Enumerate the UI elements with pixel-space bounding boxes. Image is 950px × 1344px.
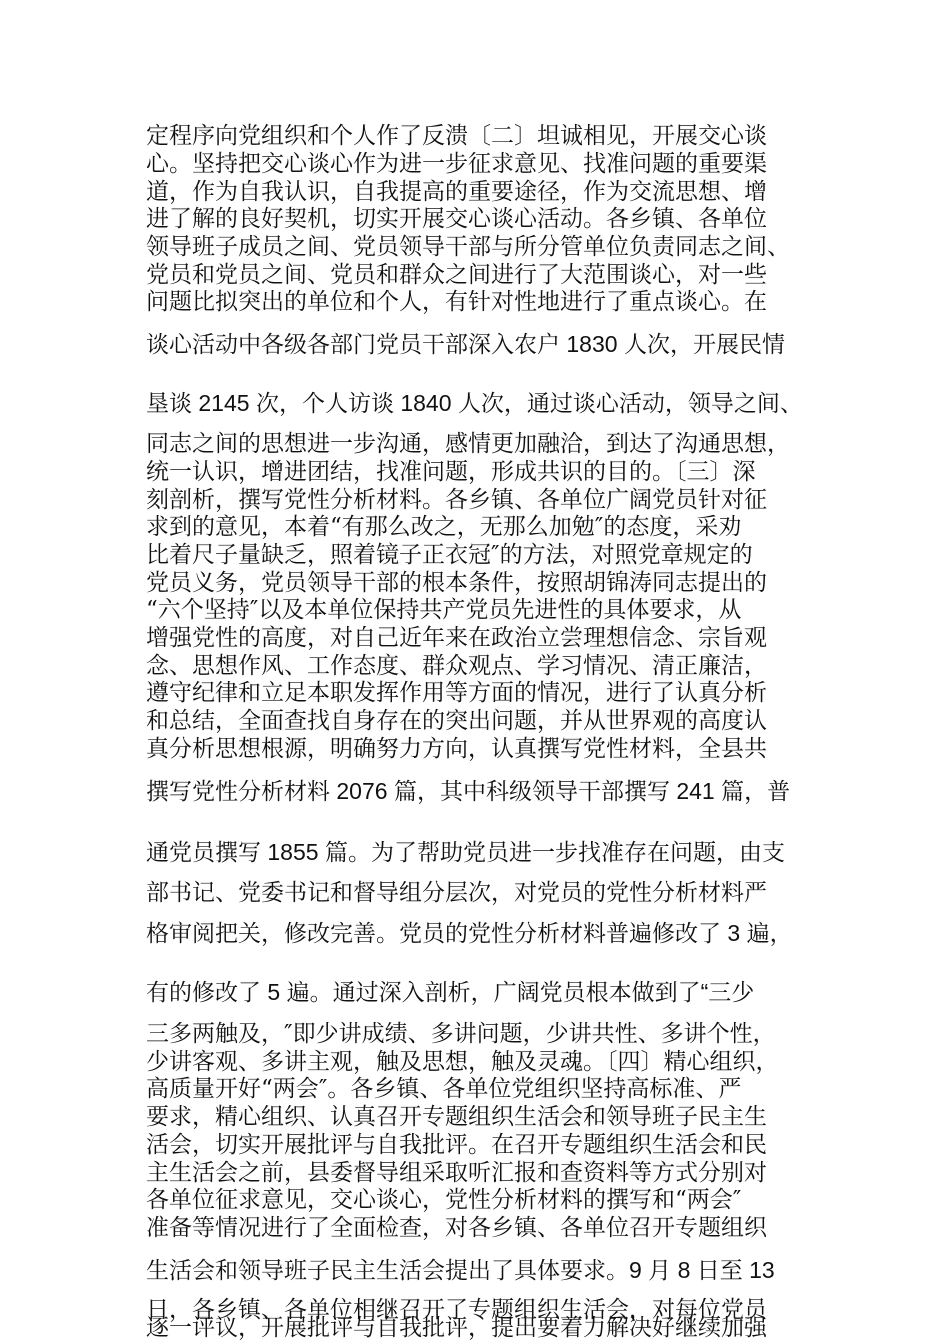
text-line: 要求，精心组织、认真召开专题组织生活会和领导班子民主生: [146, 1104, 767, 1130]
text-line: 进了解的良好契机，切实开展交心谈心活动。各乡镇、各单位: [146, 206, 767, 232]
text-line: 准备等情况进行了全面检查，对各乡镇、各单位召开专题组织: [146, 1215, 767, 1241]
text-line: 刻剖析，撰写党性分析材料。各乡镇、各单位广阔党员针对征: [146, 487, 767, 513]
text-line: 求到的意见，本着“有那么改之，无那么加勉″的态度，采劝: [146, 514, 742, 540]
text-line: 同志之间的思想进一步沟通，感情更加融洽，到达了沟通思想，: [146, 431, 790, 457]
text-line: 比着尺子量缺乏，照着镜子正衣冠″的方法，对照党章规定的: [146, 542, 753, 568]
text-line: 领导班子成员之间、党员领导干部与所分管单位负责同志之间、: [146, 234, 790, 260]
text-line: 有的修改了 5 遍。通过深入剖析，广阔党员根本做到了“三少: [146, 979, 755, 1005]
text-line: 撰写党性分析材料 2076 篇，其中科级领导干部撰写 241 篇，普: [146, 778, 791, 804]
text-line: 和总结，全面查找自身存在的突出问题，并从世界观的高度认: [146, 708, 767, 734]
text-line: 各单位征求意见，交心谈心，党性分析材料的撰写和“两会″: [146, 1187, 742, 1213]
text-line: 高质量开好“两会″。各乡镇、各单位党组织坚持高标准、严: [146, 1076, 742, 1102]
text-line: 三多两触及，″即少讲成绩、多讲问题，少讲共性、多讲个性，: [146, 1021, 776, 1047]
text-line: 日，各乡镇、各单位相继召开了专题组织生活会，对每位党员: [146, 1296, 767, 1322]
text-line: 少讲客观、多讲主观，触及思想，触及灵魂。〔四〕精心组织，: [146, 1049, 779, 1075]
text-line: 部书记、党委书记和督导组分层次，对党员的党性分析材料严: [146, 879, 767, 905]
text-line: 党员和党员之间、党员和群众之间进行了大范围谈心，对一些: [146, 262, 767, 288]
text-line: 念、思想作风、工作态度、群众观点、学习情况、清正廉洁，: [146, 653, 767, 679]
text-line: 统一认识，增进团结，找准问题，形成共识的目的。〔三〕深: [146, 459, 756, 485]
text-line: 党员义务，党员领导干部的根本条件，按照胡锦涛同志提出的: [146, 570, 767, 596]
text-line: 定程序向党组织和个人作了反溃〔二〕坦诚相见，开展交心谈: [146, 123, 767, 149]
text-line: 遵守纪律和立足本职发挥作用等方面的情况，进行了认真分析: [146, 680, 767, 706]
text-line: 增强党性的高度，对自己近年来在政治立尝理想信念、宗旨观: [146, 625, 767, 651]
text-line: 谈心活动中各级各部门党员干部深入农户 1830 人次，开展民情: [146, 331, 785, 357]
text-line: 生活会和领导班子民主生活会提出了具体要求。9 月 8 日至 13: [146, 1257, 775, 1283]
text-line: 通党员撰写 1855 篇。为了帮助党员进一步找准存在问题，由支: [146, 839, 785, 865]
text-line: “六个坚持″以及本单位保持共产党员先进性的具体要求，从: [146, 597, 742, 623]
text-line: 道，作为自我认识，自我提高的重要途径，作为交流思想、增: [146, 179, 767, 205]
text-line: 格审阅把关，修改完善。党员的党性分析材料普遍修改了 3 遍，: [146, 920, 793, 946]
text-line: 垦谈 2145 次，个人访谈 1840 人次，通过谈心活动，领导之间、: [146, 390, 803, 416]
text-line: 真分析思想根源，明确努力方向，认真撰写党性材料，全县共: [146, 736, 767, 762]
text-line: 问题比拟突出的单位和个人，有针对性地进行了重点谈心。在: [146, 289, 767, 315]
text-line: 活会，切实开展批评与自我批评。在召开专题组织生活会和民: [146, 1132, 767, 1158]
text-line: 逐一评议，开展批评与自我批评，提出要着力解决好继续加强: [146, 1315, 767, 1341]
text-line: 主生活会之前，县委督导组采取听汇报和查资料等方式分别对: [146, 1160, 767, 1186]
text-line: 心。坚持把交心谈心作为进一步征求意见、找准问题的重要渠: [146, 151, 767, 177]
